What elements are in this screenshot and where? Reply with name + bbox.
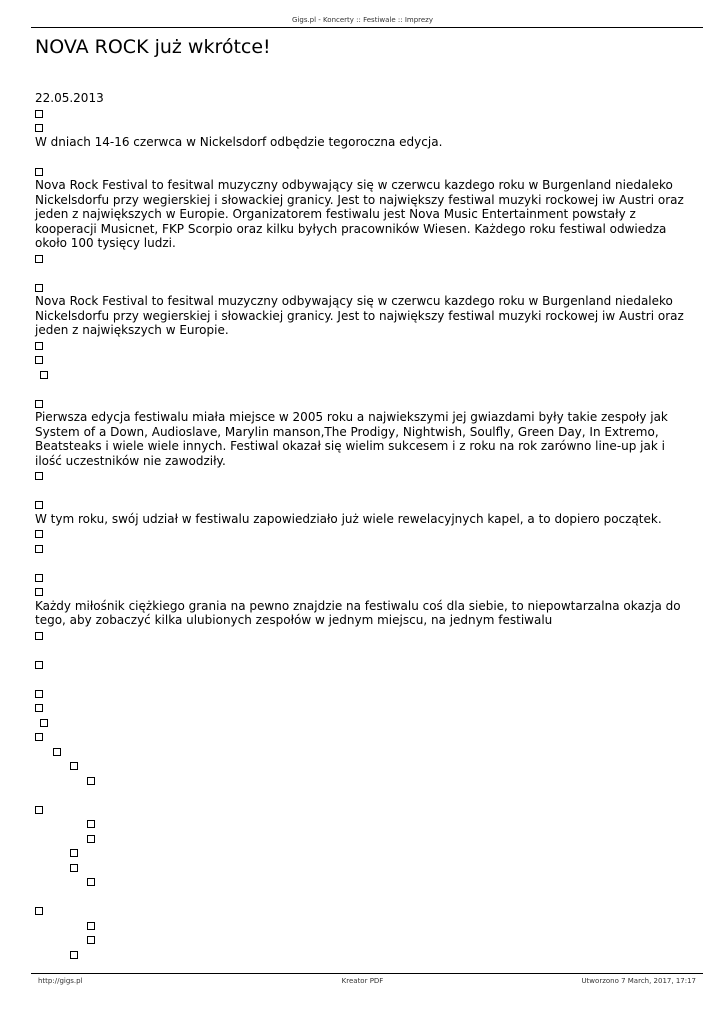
- missing-glyph-icon: [35, 356, 43, 364]
- missing-glyph-icon: [87, 820, 95, 828]
- placeholder-box: [35, 526, 695, 541]
- missing-glyph-icon: [35, 342, 43, 350]
- placeholder-box: [35, 802, 695, 817]
- placeholder-box: [35, 918, 695, 933]
- placeholder-box: [35, 541, 695, 556]
- missing-glyph-icon: [35, 704, 43, 712]
- missing-glyph-icon: [70, 762, 78, 770]
- paragraph-4: Pierwsza edycja festiwalu miała miejsce w 2005 roku a najwiekszymi jej gwiazdami były takie zespoły jak System of a Down, Audioslave, Marylin manson,The Prodigy, Nightwish, Soulfly, Green Day, In Extremo, Beatsteaks i wiele wiele innych. Festiwal okazał się wielim sukcesem i z roku na rok zarówno line-up jak i ilość uczestników nie zawodziły.: [35, 410, 668, 468]
- missing-glyph-icon: [35, 400, 43, 408]
- placeholder-box: [35, 874, 695, 889]
- footer-divider: [31, 973, 703, 974]
- missing-glyph-icon: [70, 951, 78, 959]
- placeholder-box: [35, 396, 695, 411]
- missing-glyph-icon: [35, 545, 43, 553]
- missing-glyph-icon: [35, 632, 43, 640]
- article-title: NOVA ROCK już wkrótce!: [35, 36, 271, 58]
- placeholder-box: [35, 628, 695, 643]
- missing-glyph-icon: [35, 168, 43, 176]
- placeholder-box: [35, 845, 695, 860]
- paragraph-3: Nova Rock Festival to fesitwal muzyczny odbywający się w czerwcu kazdego roku w Burgenland niedaleko Nickelsdorfu przy wegierskiej i słowackiej granicy. Jest to największy festiwal muzyki rockowej iw Austri oraz jeden z największych w Europie.: [35, 294, 684, 337]
- missing-glyph-icon: [87, 777, 95, 785]
- missing-glyph-icon: [87, 922, 95, 930]
- missing-glyph-icon: [35, 733, 43, 741]
- missing-glyph-icon: [35, 472, 43, 480]
- missing-glyph-icon: [35, 255, 43, 263]
- placeholder-box: [35, 164, 695, 179]
- missing-glyph-icon: [40, 371, 48, 379]
- placeholder-box: [35, 367, 695, 382]
- placeholder-box: [35, 932, 695, 947]
- placeholder-box: [35, 903, 695, 918]
- missing-glyph-icon: [35, 501, 43, 509]
- article-body: [35, 91, 695, 961]
- placeholder-box: [35, 715, 695, 730]
- footer-created-date: Utworzono 7 March, 2017, 17:17: [581, 977, 696, 985]
- missing-glyph-icon: [35, 124, 43, 132]
- placeholder-box: [35, 947, 695, 962]
- placeholder-box: [35, 773, 695, 788]
- missing-glyph-icon: [35, 284, 43, 292]
- placeholder-box: [35, 468, 695, 483]
- footer-url: http://gigs.pl: [38, 977, 83, 985]
- missing-glyph-icon: [87, 835, 95, 843]
- placeholder-box: [35, 860, 695, 875]
- placeholder-box: [35, 570, 695, 585]
- placeholder-box: [35, 352, 695, 367]
- paragraph-5: W tym roku, swój udział w festiwalu zapowiedziało już wiele rewelacyjnych kapel, a to dopiero początek.: [35, 511, 662, 526]
- placeholder-box: [35, 251, 695, 266]
- article-date: 22.05.2013: [35, 91, 104, 105]
- missing-glyph-icon: [35, 690, 43, 698]
- missing-glyph-icon: [35, 661, 43, 669]
- missing-glyph-icon: [35, 588, 43, 596]
- placeholder-box: [35, 831, 695, 846]
- missing-glyph-icon: [53, 748, 61, 756]
- placeholder-box: [35, 497, 695, 512]
- placeholder-box: [35, 744, 695, 759]
- missing-glyph-icon: [35, 110, 43, 118]
- missing-glyph-icon: [35, 530, 43, 538]
- missing-glyph-icon: [35, 574, 43, 582]
- missing-glyph-icon: [87, 878, 95, 886]
- missing-glyph-icon: [70, 864, 78, 872]
- header-divider: [31, 27, 703, 28]
- placeholder-box: [35, 106, 695, 121]
- paragraph-6: Każdy miłośnik ciężkiego grania na pewno znajdzie na festiwalu coś dla siebie, to niepowtarzalna okazja do tego, aby zobaczyć kilka ulubionych zespołów w jednym miejscu, na jednym festiwalu: [35, 598, 681, 627]
- paragraph-1: W dniach 14-16 czerwca w Nickelsdorf odbędzie tegoroczna edycja.: [35, 134, 443, 149]
- placeholder-box: [35, 729, 695, 744]
- placeholder-box: [35, 758, 695, 773]
- footer-generator: Kreator PDF: [341, 977, 384, 985]
- placeholder-box: [35, 584, 695, 599]
- placeholder-box: [35, 120, 695, 135]
- missing-glyph-icon: [87, 936, 95, 944]
- placeholder-box: [35, 700, 695, 715]
- page-header: Gigs.pl - Koncerty :: Festiwale :: Imprezy: [292, 16, 433, 24]
- placeholder-box: [35, 338, 695, 353]
- missing-glyph-icon: [35, 806, 43, 814]
- missing-glyph-icon: [70, 849, 78, 857]
- missing-glyph-icon: [35, 907, 43, 915]
- placeholder-box: [35, 686, 695, 701]
- placeholder-box: [35, 657, 695, 672]
- placeholder-box: [35, 816, 695, 831]
- paragraph-2: Nova Rock Festival to fesitwal muzyczny odbywający się w czerwcu kazdego roku w Burgenland niedaleko Nickelsdorfu przy wegierskiej i słowackiej granicy. Jest to największy festiwal muzyki rockowej iw Austri oraz jeden z największych w Europie. Organizatorem festiwalu jest Nova Music Entertainment powstały z kooperacji Musicnet, FKP Scorpio oraz kilku byłych pracowników Wiesen. Każdego roku festiwal odwiedza około 100 tysięcy ludzi.: [35, 178, 684, 250]
- missing-glyph-icon: [40, 719, 48, 727]
- placeholder-box: [35, 280, 695, 295]
